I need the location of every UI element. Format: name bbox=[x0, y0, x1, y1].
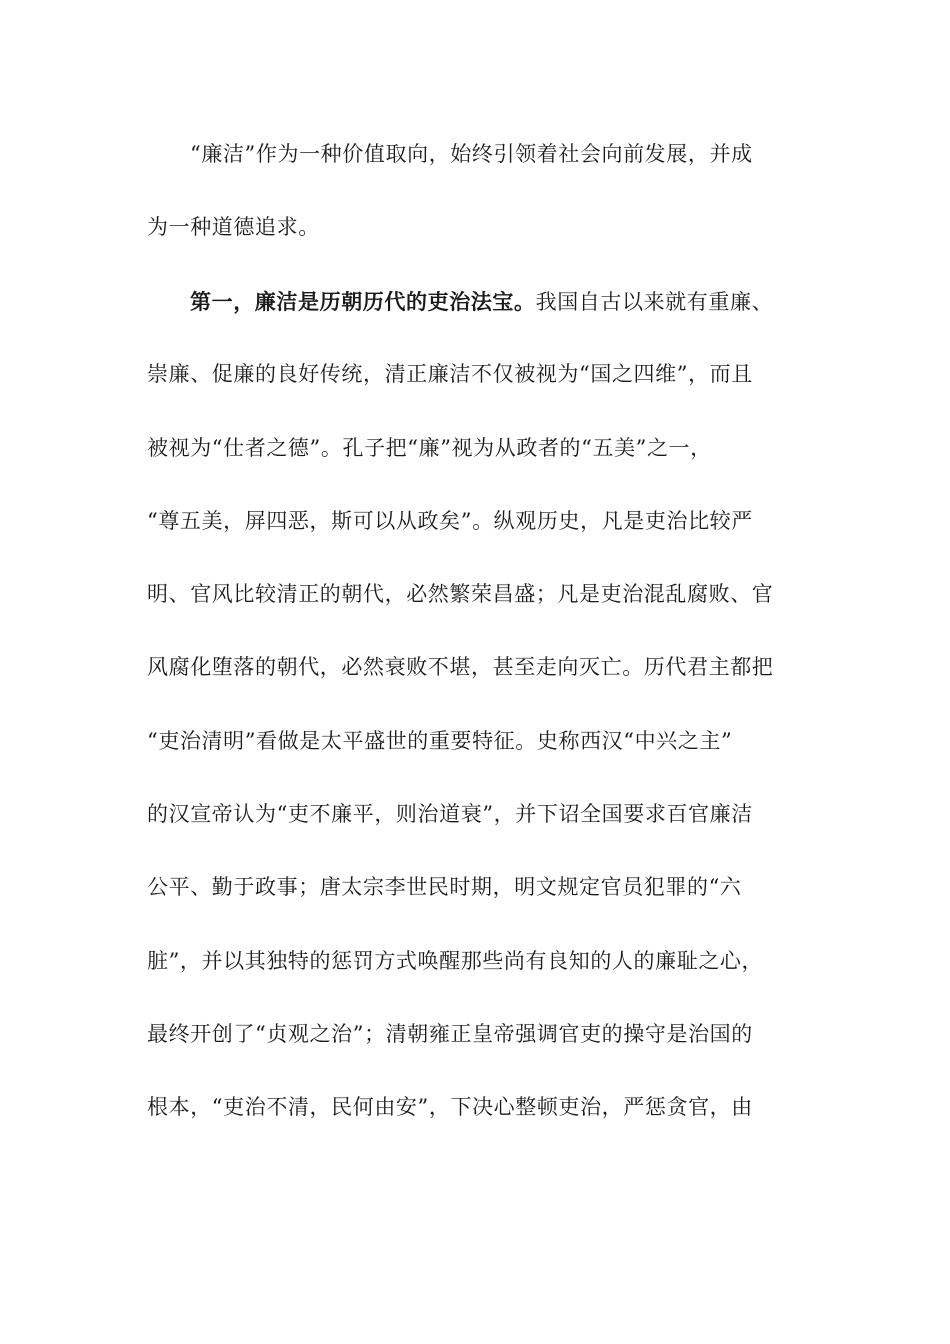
text-line: 脏”，并以其独特的惩罚方式唤醒那些尚有良知的人的廉耻之心， bbox=[147, 948, 764, 973]
text-line: “吏治清明”看做是太平盛世的重要特征。史称西汉“中兴之主” bbox=[147, 728, 733, 753]
lead-rest: 我国自古以来就有重廉、 bbox=[535, 290, 774, 314]
text-line: 风腐化堕落的朝代，必然衰败不堪，甚至走向灭亡。历代君主都把 bbox=[147, 655, 774, 680]
text-line: “尊五美，屏四恶，斯可以从政矣”。纵观历史，凡是吏治比较严 bbox=[147, 508, 753, 533]
text-line: 为一种道德追求。 bbox=[147, 215, 320, 240]
paragraph-first-point bbox=[147, 265, 795, 1145]
text-line: 的汉宣帝认为“吏不廉平，则治道衰”，并下诏全国要求百官廉洁 bbox=[147, 802, 753, 827]
text-line: 根本，“吏治不清，民何由安”，下决心整顿吏治，严惩贪官，由 bbox=[147, 1095, 753, 1120]
text-line: “廉洁”作为一种价值取向，始终引领着社会向前发展，并成 bbox=[190, 142, 753, 166]
text-line-lead bbox=[147, 265, 795, 338]
text-line: 明、官风比较清正的朝代，必然繁荣昌盛；凡是吏治混乱腐败、官 bbox=[147, 582, 774, 607]
text-line: 公平、勤于政事；唐太宗李世民时期，明文规定官员犯罪的“六 bbox=[147, 875, 742, 900]
lead-heading: 第一，廉洁是历朝历代的吏治法宝。 bbox=[190, 289, 536, 314]
text-line: 最终开创了“贞观之治”；清朝雍正皇帝强调官吏的操守是治国的 bbox=[147, 1021, 753, 1046]
text-line: 被视为“仕者之德”。孔子把“廉”视为从政者的“五美”之一， bbox=[147, 435, 712, 460]
text-line: 崇廉、促廉的良好传统，清正廉洁不仅被视为“国之四维”，而且 bbox=[147, 362, 753, 387]
paragraph-intro bbox=[147, 118, 795, 265]
